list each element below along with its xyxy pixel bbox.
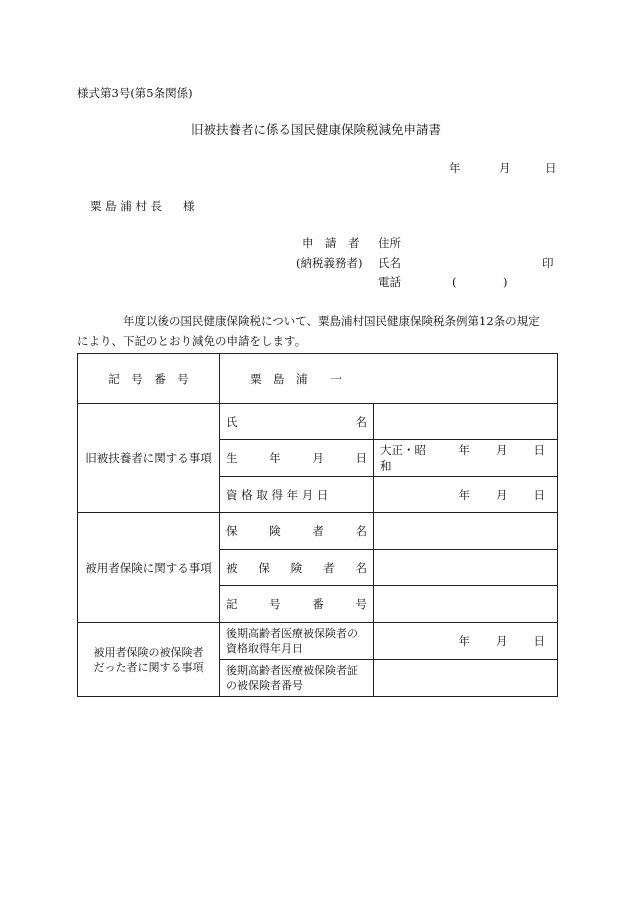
- employee-section-heading: 被用者保険に関する事項: [78, 513, 220, 623]
- employee-symbol-field[interactable]: [374, 586, 558, 623]
- table-row: [78, 513, 558, 550]
- dependent-birth-field[interactable]: 大正・昭和 年 月 日: [374, 440, 558, 477]
- dependent-acquire-label: 資 格 取 得 年 月 日: [220, 477, 374, 513]
- name-label: 氏名: [378, 256, 401, 270]
- insured-name-label: 被 保 険 者 名: [220, 550, 374, 586]
- latter-elderly-number-label: 後期高齢者医療被保険者証 の被保険者番号: [220, 660, 374, 697]
- dependent-name-field[interactable]: [374, 404, 558, 440]
- dependent-section-heading: 旧被扶養者に関する事項: [78, 404, 220, 513]
- honorific: 様: [183, 199, 195, 213]
- symbol-number-label: 記 号 番 号: [78, 354, 220, 404]
- former-section-heading: 被用者保険の被保険者 だった者に関する事項: [78, 623, 220, 697]
- date-month-label: 月: [499, 161, 511, 175]
- document-title: 旧被扶養者に係る国民健康保険税減免申請書: [191, 122, 442, 137]
- table-row-symbol: [78, 354, 558, 404]
- seal-label: 印: [542, 256, 554, 270]
- date-day-label: 日: [545, 161, 557, 175]
- intro-line-1: 年度以後の国民健康保険税について、粟島浦村国民健康保険税条例第12条の規定: [123, 314, 540, 328]
- address-label: 住所: [378, 236, 401, 250]
- insurer-name-field[interactable]: [374, 513, 558, 550]
- symbol-number-value: 粟 島 浦 一: [220, 354, 558, 404]
- dependent-birth-label: 生 年 月 日: [220, 440, 374, 477]
- form-number: 様式第3号(第5条関係): [77, 86, 193, 100]
- dependent-acquire-field[interactable]: 年 月 日: [374, 477, 558, 513]
- phone-paren-close: ): [503, 275, 508, 289]
- taxpayer-label: (納税義務者): [296, 256, 363, 270]
- phone-paren-open: (: [452, 275, 457, 289]
- table-row: [78, 404, 558, 440]
- insurer-name-label: 保 険 者 名: [220, 513, 374, 550]
- phone-label: 電話: [378, 275, 401, 289]
- birth-era-label: 大正・昭和: [380, 443, 426, 473]
- intro-paragraph: [77, 311, 557, 351]
- latter-elderly-number-field[interactable]: [374, 660, 558, 697]
- latter-elderly-date-field[interactable]: 年 月 日: [374, 623, 558, 660]
- dependent-name-label: 氏 名: [220, 404, 374, 440]
- application-table: [77, 353, 558, 697]
- applicant-label: 申 請 者: [302, 236, 360, 250]
- employee-symbol-label: 記 号 番 号: [220, 586, 374, 623]
- insured-name-field[interactable]: [374, 550, 558, 586]
- date-year-label: 年: [449, 161, 461, 175]
- latter-elderly-date-label: 後期高齢者医療被保険者の 資格取得年月日: [220, 623, 374, 660]
- intro-line-2: により、下記のとおり減免の申請をします。: [77, 334, 307, 348]
- addressee: 粟 島 浦 村 長: [90, 199, 163, 213]
- table-row: [78, 623, 558, 660]
